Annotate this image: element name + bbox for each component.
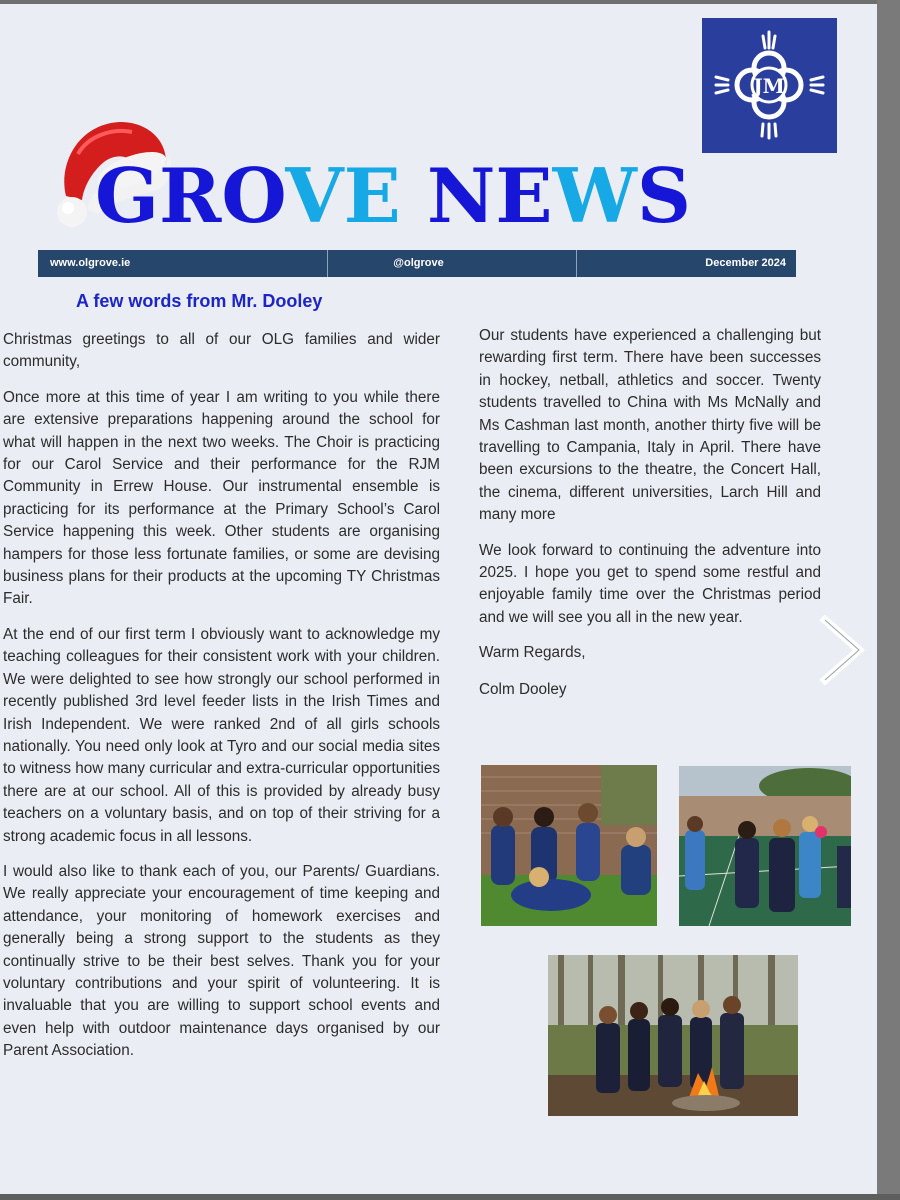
closing-regards: Warm Regards, [479, 644, 586, 662]
paragraph-greeting: Christmas greetings to all of our OLG families and wider community, [3, 331, 440, 371]
photo-students-grass [481, 765, 657, 926]
info-banner [38, 250, 796, 277]
viewer-bottom-edge [0, 1194, 900, 1200]
newsletter-title: GROVE NEWS [95, 152, 692, 240]
issue-date: December 2024 [705, 257, 786, 269]
newsletter-page [0, 4, 877, 1194]
jm-crest-logo [702, 18, 837, 153]
paragraph-preparations: Once more at this time of year I am writing to you while there are extensive preparations happening around the school for what will happen in the next two weeks. The Choir is practicing for our Carol Service and their performance for the RJM Community in Errew House. Our instrumental ensemble is practicing for its performance at the Primary School’s Carol Service happening this week. Other students are organising hampers for those less fortunate families, or some are devising business plans for their products at the upcoming TY Christmas Fair. [3, 388, 440, 608]
paragraph-parents: I would also like to thank each of you, our Parents/ Guardians. We really appreciate your encouragement of time keeping and attendance, your monitoring of homework exercises and generally being a strong support to the students as they continually strive to be their best selves. Thank you for your voluntary contributions and your spirit of volunteering. It is invaluable that you are willing to support school events and even help with outdoor maintenance days organised by our Parent Association. [3, 862, 440, 1060]
website-link[interactable]: www.olgrove.ie [50, 257, 131, 269]
section-heading: A few words from Mr. Dooley [76, 291, 323, 311]
signature-name: Colm Dooley [479, 680, 567, 698]
viewer-right-edge [877, 0, 900, 1200]
social-handle[interactable]: @olgrove [393, 257, 444, 269]
right-column [479, 325, 821, 714]
photo-students-campfire [548, 955, 798, 1116]
svg-text:JM: JM [753, 74, 785, 98]
paragraph-term: Our students have experienced a challenging but rewarding first term. There have been successes in hockey, netball, athletics and soccer. Twenty students travelled to China with Ms McNally and Ms Cashman last month, another thirty five will be travelling to Campania, Italy in April. There have been excursions to the theatre, the Concert Hall, the cinema, different universities, Larch Hill and many more [479, 327, 821, 524]
left-column [3, 329, 440, 1076]
photo-students-court [679, 766, 851, 926]
paragraph-teachers: At the end of our first term I obviously want to acknowledge my teaching colleagues for their consistent work with your children. We were delighted to see how strongly our school performed in recently published 3rd level feeder lists in the Irish Times and Irish Independent. We were ranked 2nd of all girls schools nationally. You need only look at Tyro and our social media sites to witness how many curricular and extra-curricular opportunities there are at our school. All of this is provided by already busy teachers on a voluntary basis, and on top of their striving for a strong academic focus in all lessons. [3, 625, 440, 845]
chevron-right-icon[interactable] [815, 614, 867, 686]
paragraph-forward: We look forward to continuing the adventure into 2025. I hope you get to spend some restful and enjoyable family time over the Christmas period and we will see you all in the new year. [479, 541, 821, 626]
